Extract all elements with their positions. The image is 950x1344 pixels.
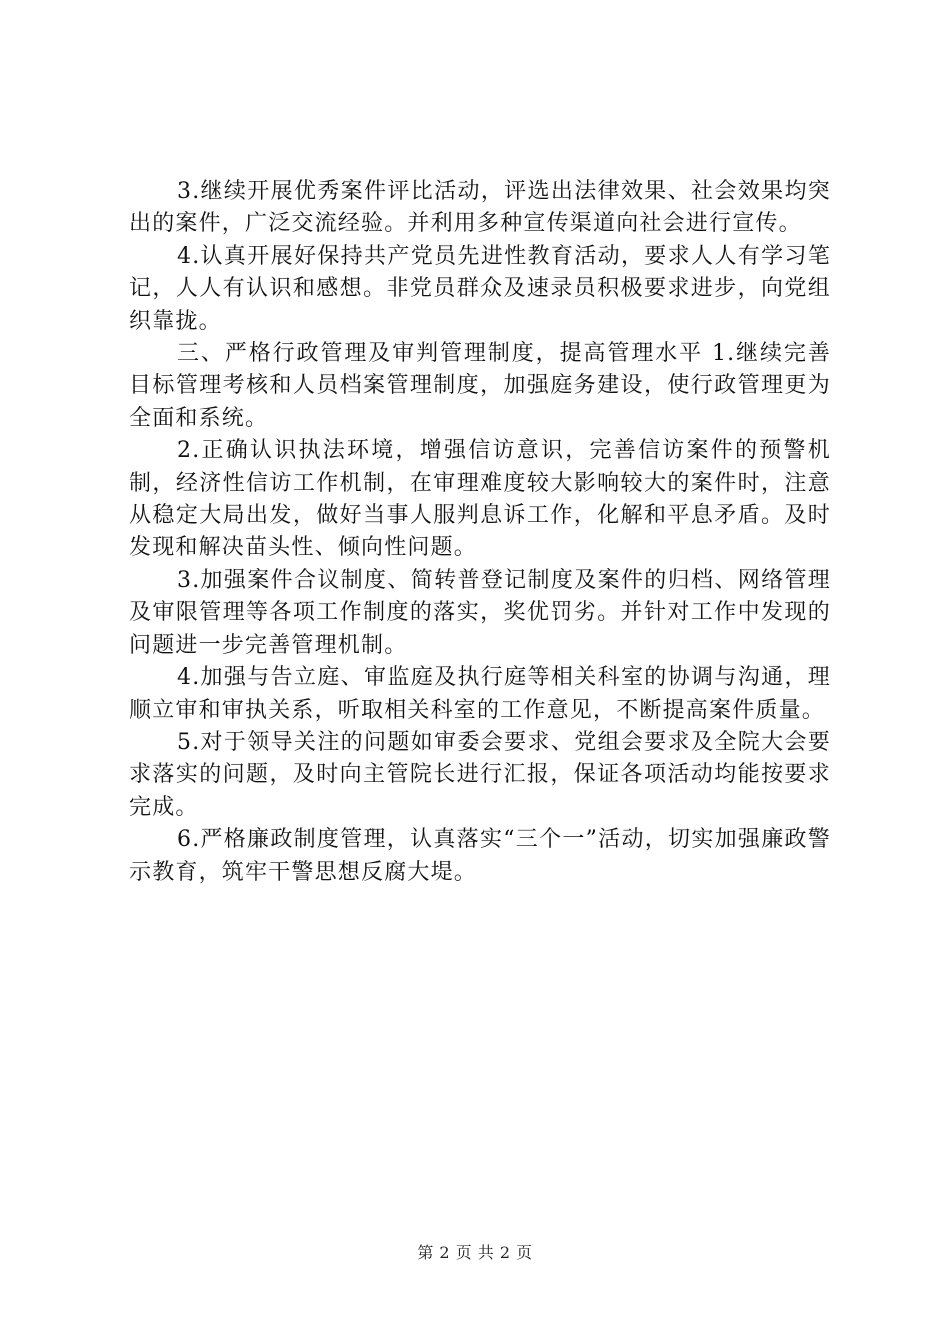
page-number-label: 第 2 页 共 2 页 bbox=[417, 1243, 533, 1262]
paragraph-1: 3.继续开展优秀案件评比活动，评选出法律效果、社会效果均突出的案件，广泛交流经验。并利用多种宣传渠道向社会进行宣传。 bbox=[129, 179, 831, 237]
paragraph-2: 4.认真开展好保持共产党员先进性教育活动，要求人人有学习笔记，人人有认识和感想。非党员群众及速录员积极要求进步，向党组织靠拢。 bbox=[129, 243, 831, 334]
paragraph-7: 5.对于领导关注的问题如审委会要求、党组会要求及全院大会要求落实的问题，及时向主管院长进行汇报，保证各项活动均能按要求完成。 bbox=[129, 729, 831, 820]
page-footer bbox=[0, 1240, 950, 1263]
paragraph-3: 三、严格行政管理及审判管理制度，提高管理水平 1.继续完善目标管理考核和人员档案管理制度，加强庭务建设，使行政管理更为全面和系统。 bbox=[129, 341, 831, 431]
paragraph-5: 3.加强案件合议制度、简转普登记制度及案件的归档、网络管理及审限管理等各项工作制度的落实，奖优罚劣。并针对工作中发现的问题进一步完善管理机制。 bbox=[129, 567, 831, 658]
paragraph-8: 6.严格廉政制度管理，认真落实“三个一”活动，切实加强廉政警示教育，筑牢干警思想反腐大堤。 bbox=[129, 827, 831, 885]
paragraph-4: 2.正确认识执法环境，增强信访意识，完善信访案件的预警机制，经济性信访工作机制，在审理难度较大影响较大的案件时，注意从稳定大局出发，做好当事人服判息诉工作，化解和平息矛盾。及时发现和解决苗头性、倾向性问题。 bbox=[129, 438, 831, 561]
paragraph-6: 4.加强与告立庭、审监庭及执行庭等相关科室的协调与沟通，理顺立审和审执关系，听取相关科室的工作意见，不断提高案件质量。 bbox=[129, 665, 831, 723]
document-body bbox=[129, 176, 831, 889]
